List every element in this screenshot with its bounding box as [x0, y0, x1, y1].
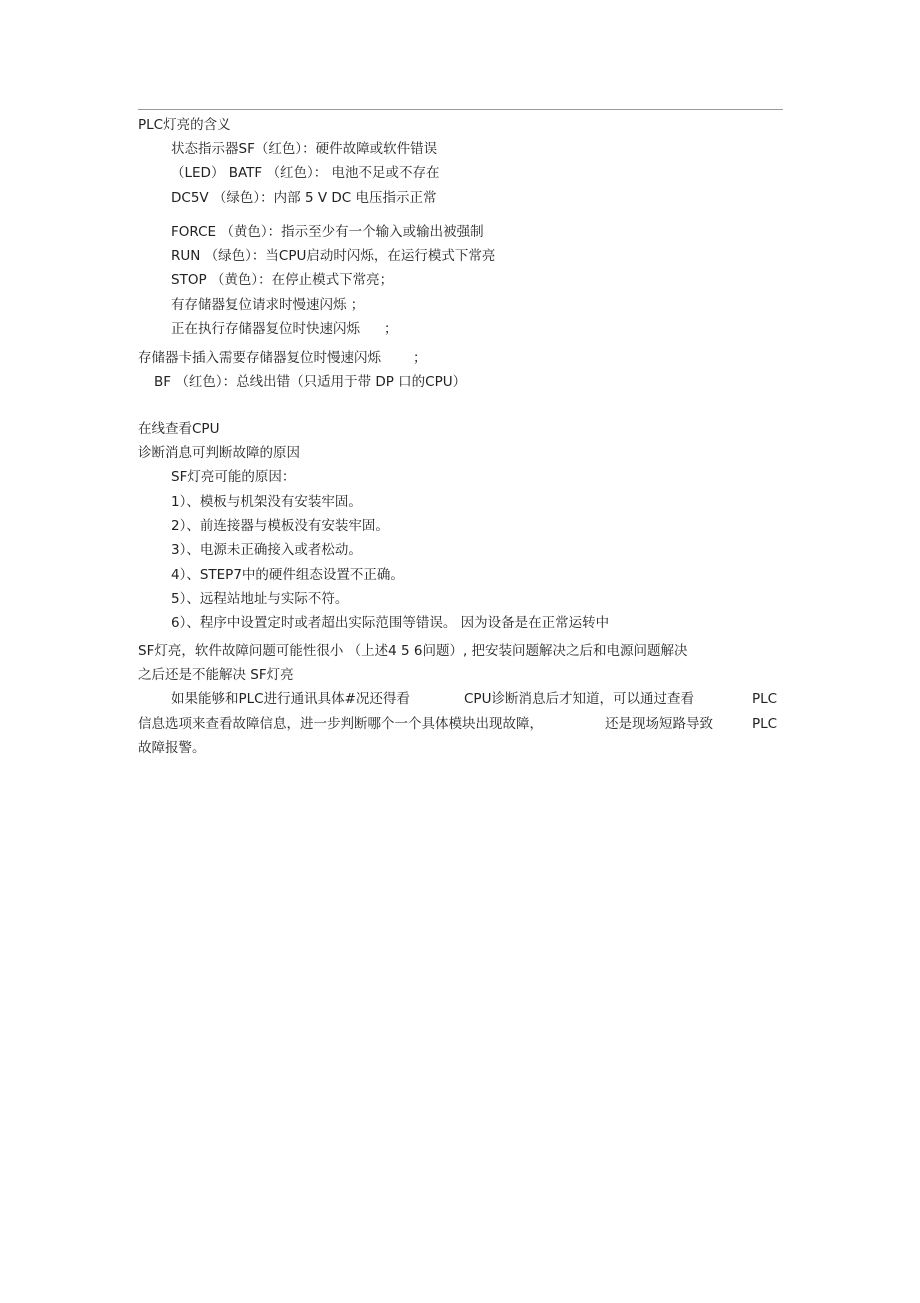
cause-item-3: 3）、电源未正确接入或者松动。	[171, 542, 362, 558]
memory-card-line	[138, 349, 427, 367]
paragraph-comm-line-1-right: PLC	[752, 691, 778, 707]
diagnostic-line: 诊断消息可判断故障的原因	[138, 445, 300, 461]
online-cpu-heading: 在线查看CPU	[138, 421, 220, 437]
paragraph-comm-line-1-mid: CPU诊断消息后才知道，可以通过查看	[464, 691, 694, 707]
reset-request-line: 有存储器复位请求时慢速闪烁 ；	[171, 297, 365, 313]
cause-item-5: 5）、远程站地址与实际不符。	[171, 591, 349, 607]
bf-indicator-line: BF （红色）：总线出错（只适用于带 DP 口的CPU）	[154, 374, 467, 390]
paragraph-comm-line-2-right: PLC	[752, 716, 778, 732]
paragraph-sf-line-1: SF灯亮，软件故障问题可能性很小 （上述4 5 6问题）, 把安装问题解决之后和电源问题解决	[138, 643, 688, 659]
heading-plc-lights: PLC灯亮的含义	[138, 117, 231, 133]
sf-causes-heading: SF灯亮可能的原因：	[171, 469, 296, 485]
batf-indicator-line: （LED） BATF （红色）： 电池不足或不存在	[171, 165, 440, 181]
cause-item-1: 1）、模板与机架没有安装牢固。	[171, 494, 362, 510]
paragraph-sf-line-2: 之后还是不能解决 SF灯亮	[138, 667, 294, 683]
run-indicator-line: RUN （绿色）：当CPU启动时闪烁，在运行模式下常亮	[171, 248, 496, 264]
cause-item-4: 4）、STEP7中的硬件组态设置不正确。	[171, 567, 404, 583]
header-rule	[138, 109, 783, 110]
memory-card-text: 存储器卡插入需要存储器复位时慢速闪烁	[138, 350, 381, 366]
stop-indicator-line: STOP （黄色）：在停止模式下常亮；	[171, 272, 394, 288]
dc5v-indicator-line: DC5V （绿色）：内部 5 V DC 电压指示正常	[171, 190, 437, 206]
force-indicator-line: FORCE （黄色）：指示至少有一个输入或输出被强制	[171, 224, 484, 240]
paragraph-comm-line-1-left: 如果能够和PLC进行通讯具体#况还得看	[171, 691, 410, 707]
paragraph-comm-line-2-left: 信息选项来查看故障信息，进一步判断哪个一个具体模块出现故障，	[138, 716, 543, 732]
reset-executing-semicolon: ；	[384, 321, 398, 337]
reset-executing-text: 正在执行存储器复位时快速闪烁	[171, 321, 360, 337]
reset-executing-line	[171, 320, 398, 338]
cause-item-2: 2）、前连接器与模板没有安装牢固。	[171, 518, 389, 534]
memory-card-semicolon: ；	[413, 350, 427, 366]
paragraph-comm-line-2-mid: 还是现场短路导致	[605, 716, 713, 732]
paragraph-comm-line-3: 故障报警。	[138, 740, 206, 756]
cause-item-6: 6）、程序中设置定时或者超出实际范围等错误。 因为设备是在正常运转中	[171, 615, 610, 631]
sf-indicator-line: 状态指示器SF（红色）：硬件故障或软件错误	[171, 141, 438, 157]
